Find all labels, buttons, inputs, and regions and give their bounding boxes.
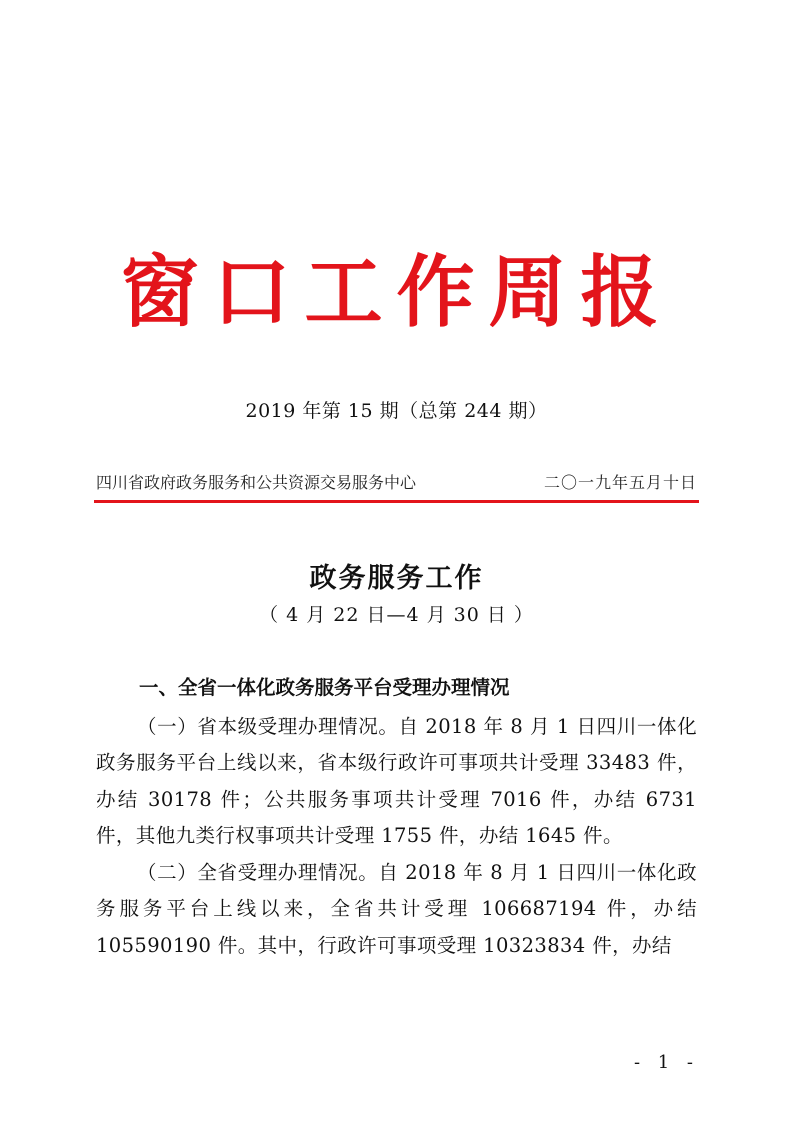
page-number: - 1 - bbox=[633, 1052, 699, 1073]
issue-date: 二〇一九年五月十日 bbox=[543, 473, 697, 492]
section-heading: 一、全省一体化政务服务平台受理办理情况 bbox=[139, 676, 510, 699]
header-line bbox=[96, 470, 697, 496]
article-title: 政务服务工作 bbox=[309, 563, 484, 594]
article-body bbox=[96, 670, 697, 964]
issuing-organization: 四川省政府政务服务和公共资源交易服务中心 bbox=[96, 473, 417, 492]
issue-number: 2019 年第 15 期（总第 244 期） bbox=[245, 400, 548, 422]
paragraph: （二）全省受理办理情况。自 2018 年 8 月 1 日四川一体化政务服务平台上线以来，全省共计受理 106687194 件，办结 105590190 件。其中，行政许可事项受理 10323834 件，办结 bbox=[96, 860, 697, 957]
paragraph: （一）省本级受理办理情况。自 2018 年 8 月 1 日四川一体化政务服务平台上线以来，省本级行政许可事项共计受理 33483 件，办结 30178 件；公共服务事项共计受理 7016 件，办结 6731 件，其他九类行权事项共计受理 1755 件，办结 1645 件。 bbox=[96, 714, 697, 847]
red-divider bbox=[94, 500, 699, 503]
masthead-title: 窗口工作周报 bbox=[120, 247, 673, 338]
article-period: （ 4 月 22 日—4 月 30 日 ） bbox=[259, 604, 534, 626]
